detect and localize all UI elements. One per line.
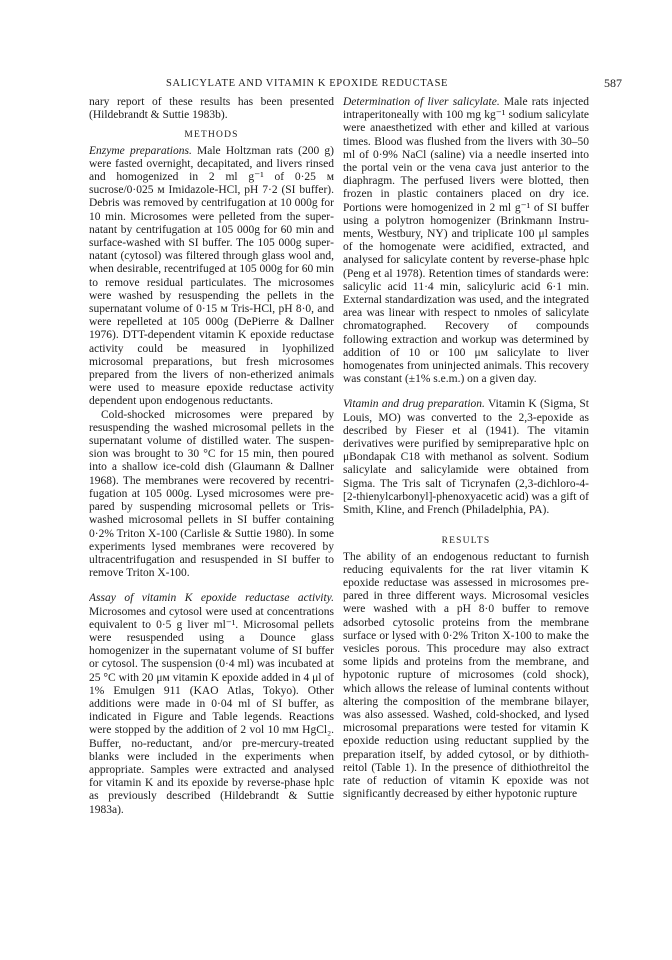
running-head [89, 76, 622, 90]
paragraph-enzyme-preparations [89, 145, 334, 409]
running-title: SALICYLATE AND VITAMIN K EPOXIDE REDUCTASE [166, 77, 449, 89]
page-number: 587 [604, 75, 622, 90]
runin-heading-enzyme: Enzyme preparations. [89, 144, 192, 157]
paragraph-assay [89, 592, 334, 816]
assay-text: Microsomes and cytosol were used at concentrations equivalent to 0·5 g liver ml⁻¹. Microsomal pellets were resuspended using a Dounce glass homogenizer in the supernatant volume of SI buffer or cytosol. The suspension (0·4 ml) was incubated at 25 °C with 20 μм vitamin K epoxide added in 4 μl of 1% Emulgen 911 (KAO Atlas, Tokyo). Other additions were made in 0·04 ml of SI buffer, as indicated in Figure and Table legends. Reactions were stopped by the addition of 2 vol 10 mм HgCl₂. Buffer, no-reductant, and/or pre-mercury-treated blanks were included in the experiments when appropriate. Samples were extracted and analysed for vitamin K and its epoxide by reverse-phase hplc as previously described (Hildebrandt & Suttie 1983a). [89, 605, 334, 816]
paragraph-results: The ability of an endogenous reductant to furnish reducing equivalents for the rat liver vitamin K epoxide reductase was assessed in microsomes prepared in three different ways. Microsomal vesicles were washed with a pH 8·0 buffer to remove adsorbed cytosolic proteins from the membrane surface or lysed with 0·2% Triton X-100 to make the vesicles porous. This procedure may also extract some lipids and proteins from the membrane, and hypotonic rupture of microsomes (cold shock), which allows the release of luminal contents without altering the composition of the membrane bilayer, was also assessed. Washed, cold-shocked, and lysed microsomal preparations were tested for vitamin K epoxide reduction using reductant supplied by the preparation itself, by added cytosol, or by dithiothreitol (Table 1). In the presence of dithiothreitol the rate of reduction of vitamin K epoxide was not significantly decreased by either hypotonic rupture [343, 550, 589, 801]
runin-heading-drug-prep: Vitamin and drug preparation. [343, 398, 485, 411]
enzyme-text: Male Holtzman rats (200 g) were fasted overnight, decapitated, and livers rinsed and homogenized in 2 ml g⁻¹ of 0·25 м sucrose/0·025 м Imidazole-HCl, pH 7·2 (SI buffer). Debris was removed by centrifugation at 10 000g for 10 min. Microsomes were pelleted from the supernatant by centrifugation at 105 000g for 60 min and surface-washed with SI buffer. The 105 000g supernatant (cytosol) was filtered through glass wool and, when desirable, recentrifuged at 105 000g for 60 min to remove residual particulates. The microsomes were washed by resuspending the pellets in the supernatant volume of 0·15 м Tris-HCl, pH 8·0, and were repelleted at 105 000g (DePierre & Dallner 1976). DTT-dependent vitamin K epoxide reductase activity could be measured in lyophilized microsomal preparations, but fresh microsomes prepared from the livers of non-etherized animals were used to measure epoxide reductase activity dependent upon endogenous reductants. [89, 144, 334, 408]
liver-salicylate-text: Male rats injected intraperitoneally with 100 mg kg⁻¹ sodium salicylate were anaesthetized with ether and killed at various times. Blood was flushed from the livers with 30–50 ml of 0·9% NaCl (saline) via a needle inserted into the portal vein or the vena cava just anterior to the diaphragm. The perfused livers were blotted, then frozen in plastic containers placed on dry ice. Portions were homogenized in 2 ml g⁻¹ of SI buffer using a polytron homogenizer (Brinkmann Instruments, Westbury, NY) and triplicate 100 μl samples of the homogenate were acidified, extracted, and analysed for salicylate content by reverse-phase hplc (Peng et al 1978). Retention times of standards were: salicylic acid 11·4 min, salicyluric acid 6·1 min. External standardization was used, and the integrated area was linear with respect to nmoles of salicylate chromatographed. Recovery of compounds following extraction and workup was determined by addition of 10 or 100 μм salicylate to liver homogenates from uninjected animals. This recovery was constant (±1% s.e.m.) on a given day. [343, 96, 589, 386]
paragraph-drug-preparation [343, 398, 589, 517]
left-column [89, 96, 334, 916]
paragraph-continuation: nary report of these results has been presented (Hildebrandt & Suttie 1983b). [89, 96, 334, 122]
drug-prep-text: Vitamin K (Sigma, St Louis, MO) was converted to the 2,3-epoxide as described by Fieser et al (1941). The vitamin derivatives were purified by semipreparative hplc on μBondapak C18 with methanol as solvent. Sodium salicylate and salicylamide were obtained from Sigma. The Tris salt of Ticrynafen (2,3-dichloro-4-[2-thienylcarbonyl]-phenoxyacetic acid) was a gift of Smith, Kline, and French (Philadelphia, PA). [343, 398, 589, 517]
paragraph-cold-shock: Cold-shocked microsomes were prepared by resuspending the washed microsomal pellets in the supernatant volume of distilled water. The suspension was brought to 30 °C for 15 min, then poured into a shallow ice-cold dish (Glaumann & Dallner 1968). The membranes were recovered by recentrifugation at 105 000g. Lysed microsomes were prepared by suspending microsomal pellets or Tris-washed microsomal pellets in SI buffer containing 0·2% Triton X-100 (Carlisle & Suttie 1980). In some experiments lysed membranes were recovered by ultracentrifugation and resuspended in SI buffer to remove Triton X-100. [89, 408, 334, 580]
paragraph-liver-salicylate [343, 96, 589, 386]
results-heading: RESULTS [441, 536, 491, 547]
right-column [343, 96, 589, 916]
methods-heading: METHODS [184, 130, 239, 141]
runin-heading-liver-salicylate: Determination of liver salicylate. [343, 96, 500, 108]
runin-heading-assay: Assay of vitamin K epoxide reductase activity. [89, 592, 334, 605]
